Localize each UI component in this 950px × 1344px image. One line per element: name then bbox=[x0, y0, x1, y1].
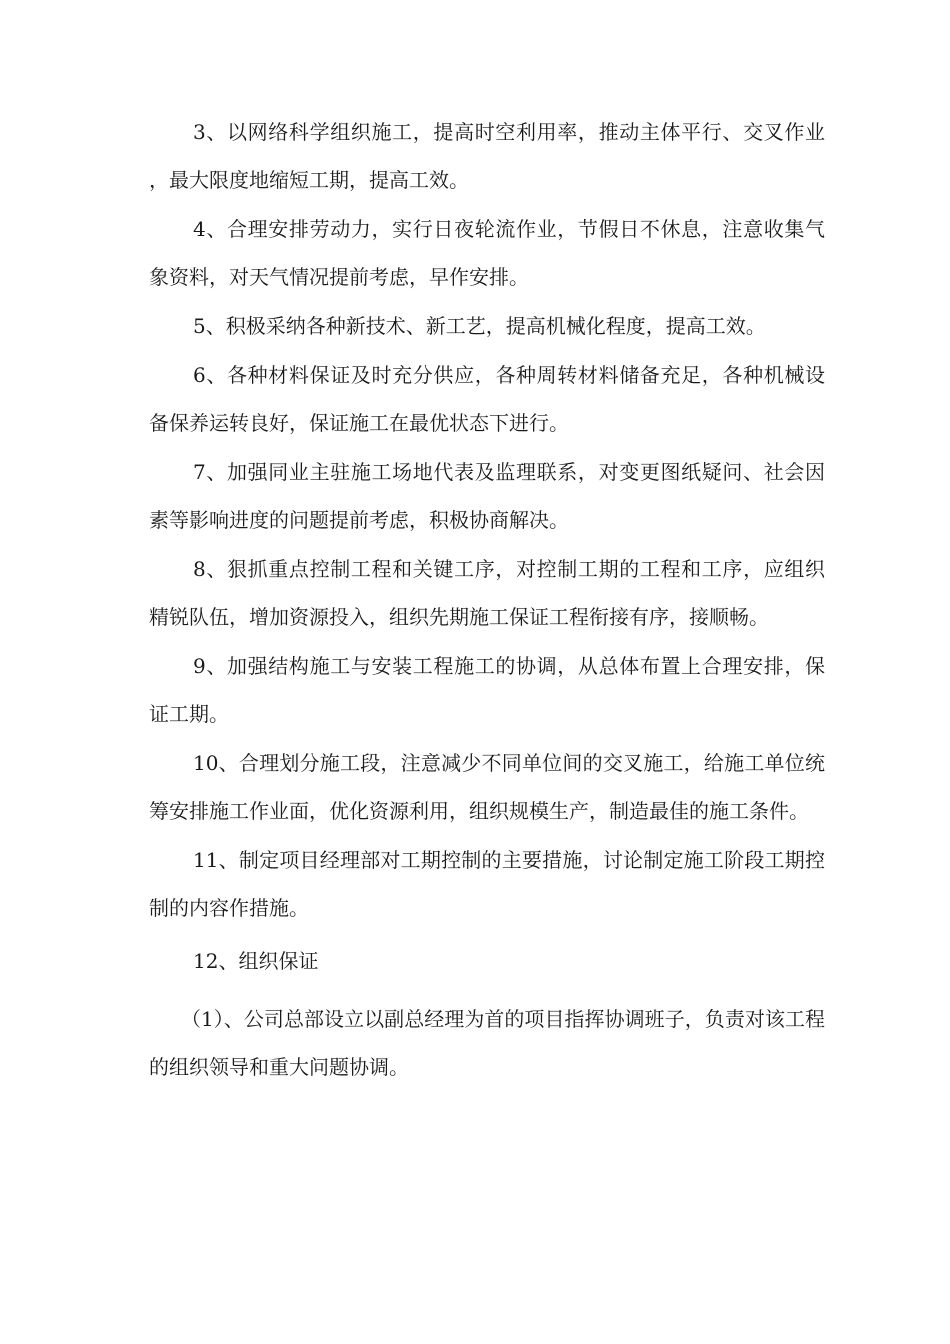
paragraph-6: 6、各种材料保证及时充分供应，各种周转材料储备充足，各种机械设备保养运转良好，保证施工在最优状态下进行。 bbox=[149, 363, 825, 435]
paragraph-12-heading: 12、组织保证 bbox=[193, 949, 319, 973]
paragraph-8: 8、狠抓重点控制工程和关键工序，对控制工期的工程和工序，应组织精锐队伍，增加资源投入，组织先期施工保证工程衔接有序，接顺畅。 bbox=[149, 557, 825, 629]
paragraph-4: 4、合理安排劳动力，实行日夜轮流作业，节假日不休息，注意收集气象资料，对天气情况提前考虑，早作安排。 bbox=[149, 217, 825, 289]
paragraph-10: 10、合理划分施工段，注意减少不同单位间的交叉施工，给施工单位统筹安排施工作业面，优化资源利用，组织规模生产，制造最佳的施工条件。 bbox=[149, 751, 825, 823]
paragraph-5: 5、积极采纳各种新技术、新工艺，提高机械化程度，提高工效。 bbox=[193, 314, 766, 338]
paragraph-11: 11、制定项目经理部对工期控制的主要措施，讨论制定施工阶段工期控制的内容作措施。 bbox=[149, 848, 825, 920]
paragraph-7: 7、加强同业主驻施工场地代表及监理联系，对变更图纸疑问、社会因素等影响进度的问题提前考虑，积极协商解决。 bbox=[149, 460, 825, 532]
document-body bbox=[149, 108, 825, 1092]
paragraph-9: 9、加强结构施工与安装工程施工的协调，从总体布置上合理安排，保证工期。 bbox=[149, 654, 825, 726]
paragraph-3: 3、以网络科学组织施工，提高时空利用率，推动主体平行、交叉作业，最大限度地缩短工期，提高工效。 bbox=[149, 120, 825, 192]
paragraph-12-1: （1）、公司总部设立以副总经理为首的项目指挥协调班子，负责对该工程的组织领导和重大问题协调。 bbox=[149, 1007, 825, 1079]
